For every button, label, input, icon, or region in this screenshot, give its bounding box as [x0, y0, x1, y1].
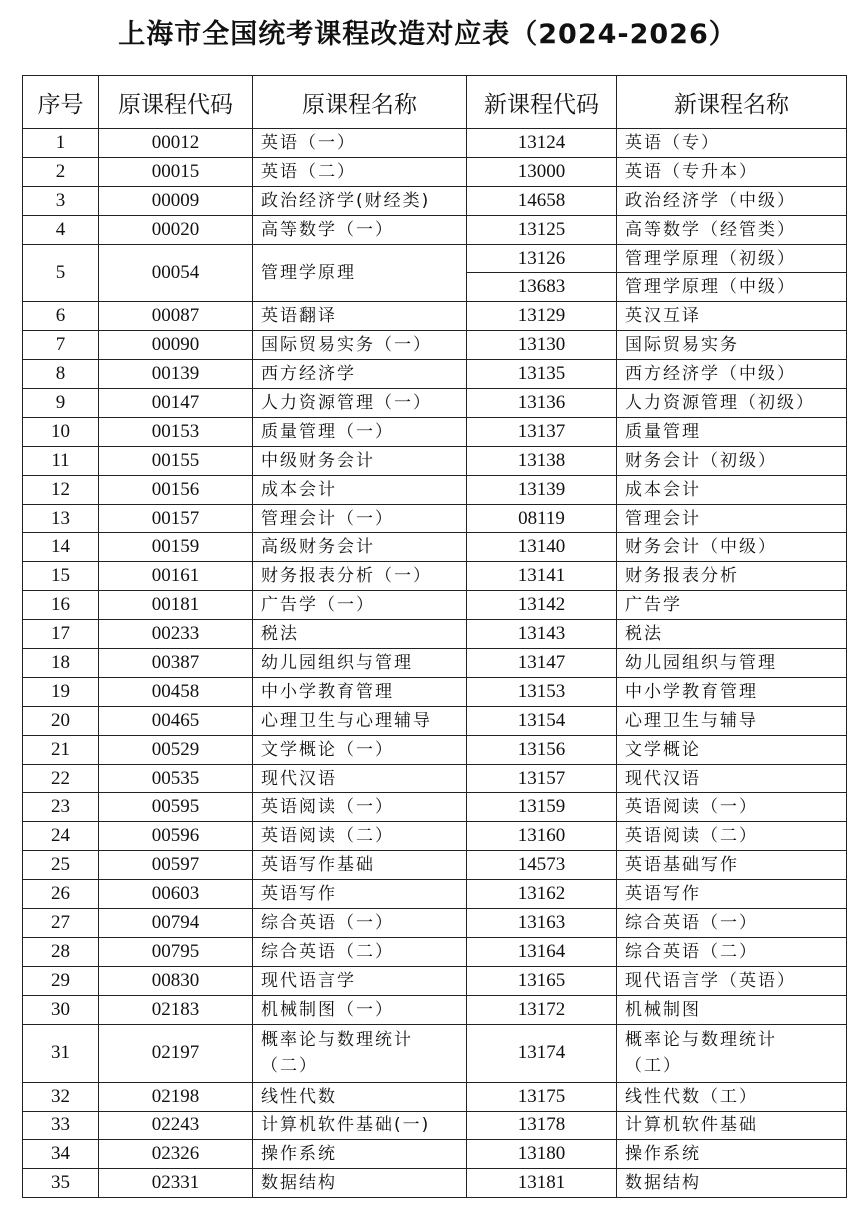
table-row [23, 1169, 847, 1198]
table-row [23, 417, 847, 446]
old-name: 税法 [253, 620, 467, 649]
old-name: 现代语言学 [253, 966, 467, 995]
table-row [23, 186, 847, 215]
table-row [23, 793, 847, 822]
new-code: 13137 [467, 417, 617, 446]
old-code: 00161 [99, 562, 253, 591]
old-code: 00458 [99, 677, 253, 706]
old-code: 02331 [99, 1169, 253, 1198]
old-name: 文学概论（一） [253, 735, 467, 764]
new-code: 13159 [467, 793, 617, 822]
table-row [23, 360, 847, 389]
new-code: 13135 [467, 360, 617, 389]
new-name: 广告学 [617, 591, 847, 620]
old-name: 现代汉语 [253, 764, 467, 793]
row-no: 15 [23, 562, 99, 591]
new-name: 综合英语（二） [617, 937, 847, 966]
old-code: 02197 [99, 1024, 253, 1082]
new-name: 英语写作 [617, 880, 847, 909]
header-old-code: 原课程代码 [99, 76, 253, 129]
old-name: 质量管理（一） [253, 417, 467, 446]
old-name: 英语阅读（二） [253, 822, 467, 851]
row-no: 2 [23, 157, 99, 186]
row-no: 13 [23, 504, 99, 533]
new-code: 13000 [467, 157, 617, 186]
old-name: 广告学（一） [253, 591, 467, 620]
old-code: 00009 [99, 186, 253, 215]
course-mapping-table [22, 75, 847, 1198]
new-code: 13180 [467, 1140, 617, 1169]
new-name: 管理学原理（中级） [617, 273, 847, 302]
new-code: 13175 [467, 1082, 617, 1111]
old-name: 幼儿园组织与管理 [253, 649, 467, 678]
row-no: 28 [23, 937, 99, 966]
header-new-code: 新课程代码 [467, 76, 617, 129]
row-no: 3 [23, 186, 99, 215]
new-name: 西方经济学（中级） [617, 360, 847, 389]
old-code: 00465 [99, 706, 253, 735]
table-row [23, 1140, 847, 1169]
row-no: 31 [23, 1024, 99, 1082]
row-no: 27 [23, 909, 99, 938]
old-code: 00387 [99, 649, 253, 678]
old-name: 线性代数 [253, 1082, 467, 1111]
new-code: 13162 [467, 880, 617, 909]
old-name: 操作系统 [253, 1140, 467, 1169]
table-header-row [23, 76, 847, 129]
row-no: 17 [23, 620, 99, 649]
old-code: 00794 [99, 909, 253, 938]
table-row [23, 475, 847, 504]
page-title: 上海市全国统考课程改造对应表（2024-2026） [118, 19, 737, 50]
table-row [23, 157, 847, 186]
old-code: 00795 [99, 937, 253, 966]
table-row [23, 591, 847, 620]
old-name: 中小学教育管理 [253, 677, 467, 706]
header-no: 序号 [23, 76, 99, 129]
table-row [23, 331, 847, 360]
table-row [23, 706, 847, 735]
old-name: 国际贸易实务（一） [253, 331, 467, 360]
old-name: 数据结构 [253, 1169, 467, 1198]
old-code: 02243 [99, 1111, 253, 1140]
old-code: 02326 [99, 1140, 253, 1169]
old-code: 00603 [99, 880, 253, 909]
header-new-name: 新课程名称 [617, 76, 847, 129]
new-name: 质量管理 [617, 417, 847, 446]
old-name: 英语写作基础 [253, 851, 467, 880]
new-name: 国际贸易实务 [617, 331, 847, 360]
row-no: 5 [23, 244, 99, 302]
old-code: 00529 [99, 735, 253, 764]
old-code: 00181 [99, 591, 253, 620]
table-row [23, 1024, 847, 1082]
new-code: 13156 [467, 735, 617, 764]
old-name: 概率论与数理统计（二） [253, 1024, 467, 1082]
old-code: 00147 [99, 389, 253, 418]
old-code: 00054 [99, 244, 253, 302]
table-row [23, 649, 847, 678]
row-no: 20 [23, 706, 99, 735]
old-name: 心理卫生与心理辅导 [253, 706, 467, 735]
old-code: 00153 [99, 417, 253, 446]
new-name: 机械制图 [617, 995, 847, 1024]
new-code: 13130 [467, 331, 617, 360]
new-code: 13163 [467, 909, 617, 938]
new-name: 英汉互译 [617, 302, 847, 331]
row-no: 32 [23, 1082, 99, 1111]
table-row [23, 620, 847, 649]
new-code: 13138 [467, 446, 617, 475]
row-no: 22 [23, 764, 99, 793]
row-no: 6 [23, 302, 99, 331]
header-old-name: 原课程名称 [253, 76, 467, 129]
new-code: 13147 [467, 649, 617, 678]
new-name: 管理会计 [617, 504, 847, 533]
row-no: 25 [23, 851, 99, 880]
table-row [23, 822, 847, 851]
old-code: 00020 [99, 215, 253, 244]
table-row [23, 533, 847, 562]
new-code: 13154 [467, 706, 617, 735]
new-name: 文学概论 [617, 735, 847, 764]
new-name: 财务会计（初级） [617, 446, 847, 475]
old-code: 00156 [99, 475, 253, 504]
new-code: 13126 [467, 244, 617, 273]
table-row [23, 389, 847, 418]
old-code: 00157 [99, 504, 253, 533]
new-code: 13683 [467, 273, 617, 302]
row-no: 1 [23, 129, 99, 158]
new-name: 税法 [617, 620, 847, 649]
old-name: 高等数学（一） [253, 215, 467, 244]
new-code: 13141 [467, 562, 617, 591]
row-no: 29 [23, 966, 99, 995]
row-no: 26 [23, 880, 99, 909]
new-code: 08119 [467, 504, 617, 533]
old-code: 00012 [99, 129, 253, 158]
old-code: 00596 [99, 822, 253, 851]
new-code: 13164 [467, 937, 617, 966]
old-code: 00159 [99, 533, 253, 562]
table-row [23, 880, 847, 909]
table-row [23, 1111, 847, 1140]
new-code: 13142 [467, 591, 617, 620]
old-name: 西方经济学 [253, 360, 467, 389]
new-name: 财务报表分析 [617, 562, 847, 591]
new-code: 13136 [467, 389, 617, 418]
new-name: 管理学原理（初级） [617, 244, 847, 273]
old-name: 管理学原理 [253, 244, 467, 302]
old-name: 英语（一） [253, 129, 467, 158]
table-row [23, 995, 847, 1024]
table-row [23, 215, 847, 244]
new-name: 财务会计（中级） [617, 533, 847, 562]
new-name: 幼儿园组织与管理 [617, 649, 847, 678]
old-name: 中级财务会计 [253, 446, 467, 475]
new-name: 英语阅读（二） [617, 822, 847, 851]
new-code: 14573 [467, 851, 617, 880]
new-name: 数据结构 [617, 1169, 847, 1198]
new-code: 13140 [467, 533, 617, 562]
table-body [23, 129, 847, 1198]
table-row [23, 937, 847, 966]
new-name: 计算机软件基础 [617, 1111, 847, 1140]
table-row [23, 562, 847, 591]
table-row [23, 1082, 847, 1111]
new-code: 13139 [467, 475, 617, 504]
old-name: 政治经济学(财经类) [253, 186, 467, 215]
old-code: 00595 [99, 793, 253, 822]
table-row [23, 909, 847, 938]
new-code: 13165 [467, 966, 617, 995]
old-code: 00830 [99, 966, 253, 995]
old-name: 计算机软件基础(一) [253, 1111, 467, 1140]
new-code: 13160 [467, 822, 617, 851]
row-no: 24 [23, 822, 99, 851]
new-name: 心理卫生与辅导 [617, 706, 847, 735]
new-name: 英语（专升本） [617, 157, 847, 186]
row-no: 18 [23, 649, 99, 678]
table-row [23, 244, 847, 273]
old-name: 管理会计（一） [253, 504, 467, 533]
table-row [23, 446, 847, 475]
table-row [23, 504, 847, 533]
old-code: 00139 [99, 360, 253, 389]
row-no: 33 [23, 1111, 99, 1140]
table-row [23, 966, 847, 995]
new-code: 13153 [467, 677, 617, 706]
new-name: 操作系统 [617, 1140, 847, 1169]
new-name: 高等数学（经管类） [617, 215, 847, 244]
row-no: 10 [23, 417, 99, 446]
new-code: 13129 [467, 302, 617, 331]
new-name: 英语基础写作 [617, 851, 847, 880]
table-row [23, 302, 847, 331]
new-code: 13172 [467, 995, 617, 1024]
row-no: 35 [23, 1169, 99, 1198]
table-row [23, 735, 847, 764]
new-name: 成本会计 [617, 475, 847, 504]
new-name: 概率论与数理统计（工） [617, 1024, 847, 1082]
old-name: 财务报表分析（一） [253, 562, 467, 591]
table-row [23, 129, 847, 158]
old-code: 02198 [99, 1082, 253, 1111]
table-row [23, 851, 847, 880]
old-code: 00233 [99, 620, 253, 649]
new-name: 人力资源管理（初级） [617, 389, 847, 418]
row-no: 16 [23, 591, 99, 620]
old-code: 00535 [99, 764, 253, 793]
row-no: 7 [23, 331, 99, 360]
new-code: 13181 [467, 1169, 617, 1198]
old-name: 高级财务会计 [253, 533, 467, 562]
new-code: 13143 [467, 620, 617, 649]
new-code: 13174 [467, 1024, 617, 1082]
new-name: 综合英语（一） [617, 909, 847, 938]
row-no: 21 [23, 735, 99, 764]
new-name: 英语阅读（一） [617, 793, 847, 822]
new-name: 线性代数（工） [617, 1082, 847, 1111]
old-code: 00155 [99, 446, 253, 475]
new-code: 14658 [467, 186, 617, 215]
new-code: 13124 [467, 129, 617, 158]
old-code: 02183 [99, 995, 253, 1024]
new-name: 现代语言学（英语） [617, 966, 847, 995]
old-name: 成本会计 [253, 475, 467, 504]
row-no: 4 [23, 215, 99, 244]
row-no: 30 [23, 995, 99, 1024]
new-name: 中小学教育管理 [617, 677, 847, 706]
row-no: 12 [23, 475, 99, 504]
table-row [23, 677, 847, 706]
new-code: 13178 [467, 1111, 617, 1140]
old-name: 英语阅读（一） [253, 793, 467, 822]
table-row [23, 764, 847, 793]
new-code: 13125 [467, 215, 617, 244]
old-name: 英语写作 [253, 880, 467, 909]
row-no: 14 [23, 533, 99, 562]
new-name: 英语（专） [617, 129, 847, 158]
row-no: 8 [23, 360, 99, 389]
row-no: 23 [23, 793, 99, 822]
old-name: 综合英语（二） [253, 937, 467, 966]
row-no: 34 [23, 1140, 99, 1169]
old-name: 人力资源管理（一） [253, 389, 467, 418]
old-name: 机械制图（一） [253, 995, 467, 1024]
new-name: 政治经济学（中级） [617, 186, 847, 215]
old-name: 英语翻译 [253, 302, 467, 331]
old-name: 综合英语（一） [253, 909, 467, 938]
old-name: 英语（二） [253, 157, 467, 186]
new-code: 13157 [467, 764, 617, 793]
new-name: 现代汉语 [617, 764, 847, 793]
old-code: 00090 [99, 331, 253, 360]
old-code: 00015 [99, 157, 253, 186]
old-code: 00597 [99, 851, 253, 880]
row-no: 19 [23, 677, 99, 706]
old-code: 00087 [99, 302, 253, 331]
row-no: 9 [23, 389, 99, 418]
row-no: 11 [23, 446, 99, 475]
